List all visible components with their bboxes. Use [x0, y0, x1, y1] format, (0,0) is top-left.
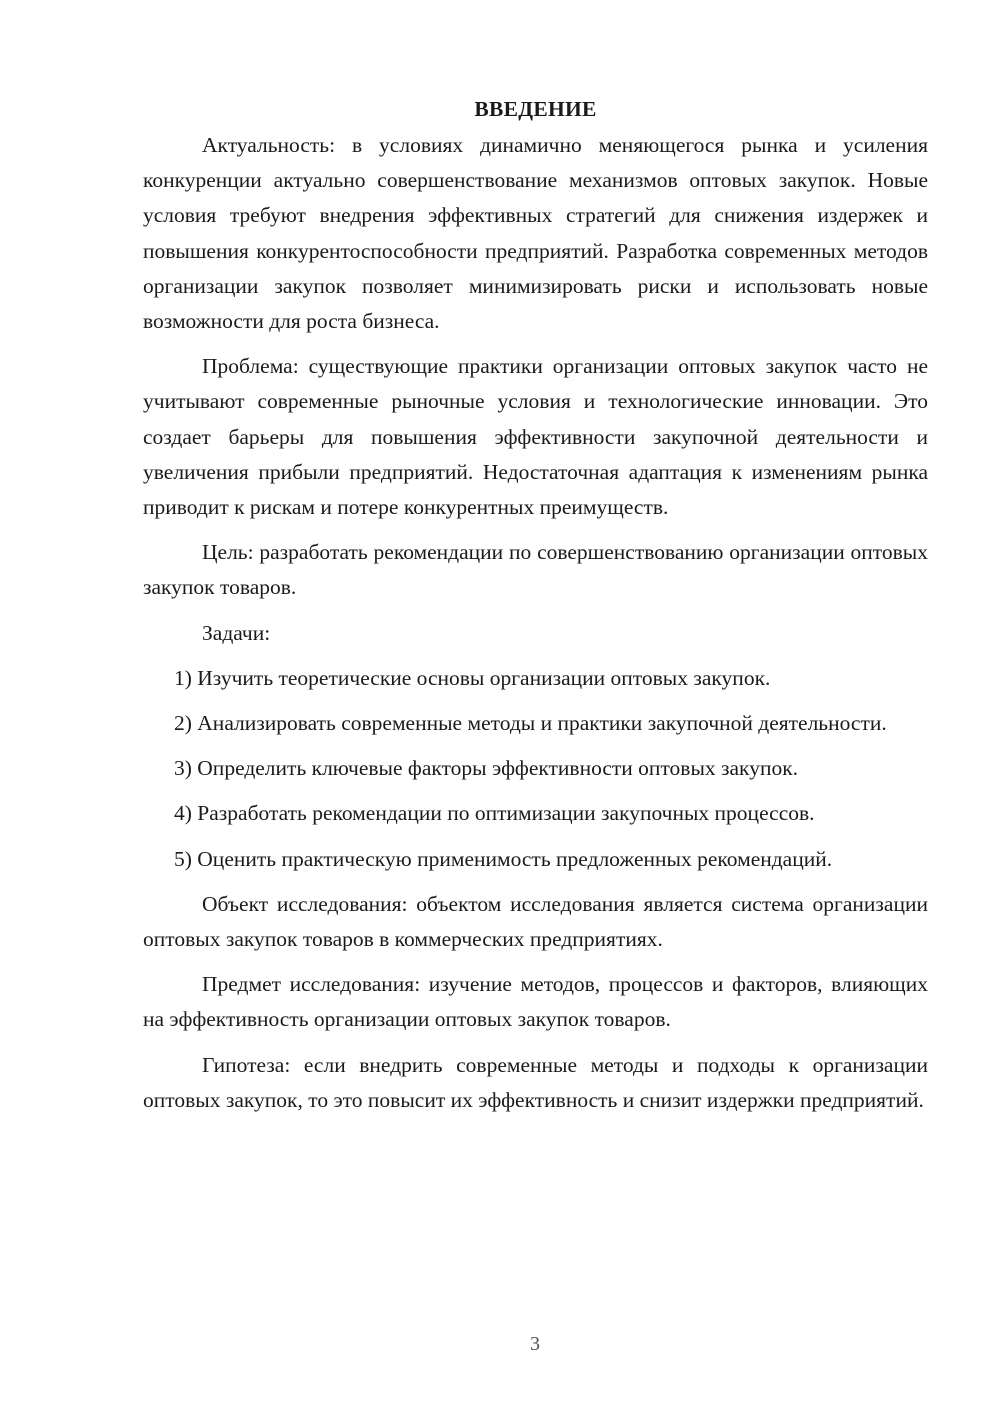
- paragraph-hypothesis: Гипотеза: если внедрить современные методы и подходы к организации оптовых закупок, то это повысит их эффективность и снизит издержки предприятий.: [143, 1052, 928, 1112]
- task-item-3: 3) Определить ключевые факторы эффективности оптовых закупок.: [174, 756, 799, 781]
- paragraph-subject: Предмет исследования: изучение методов, процессов и факторов, влияющих на эффективность организации оптовых закупок товаров.: [143, 972, 928, 1032]
- task-item-2: 2) Анализировать современные методы и практики закупочной деятельности.: [174, 711, 887, 736]
- task-item-5: 5) Оценить практическую применимость предложенных рекомендаций.: [174, 846, 833, 871]
- paragraph-object: Объект исследования: объектом исследования является система организации оптовых закупок товаров в коммерческих предприятиях.: [143, 891, 928, 952]
- page-number: 3: [530, 1333, 540, 1355]
- task-item-1: 1) Изучить теоретические основы организации оптовых закупок.: [174, 665, 771, 690]
- task-item-4: 4) Разработать рекомендации по оптимизации закупочных процессов.: [174, 801, 815, 826]
- paragraph-relevance: Актуальность: в условиях динамично меняющегося рынка и усиления конкуренции актуально совершенствование механизмов оптовых закупок. Новые условия требуют внедрения эффективных стратегий для снижения издержек и повышения конкурентоспособности предприятий. Разработка современных методов организации закупок позволяет минимизировать риски и использовать новые возможности для роста бизнеса.: [143, 133, 928, 334]
- document-page: [143, 92, 928, 1128]
- paragraph-problem: Проблема: существующие практики организации оптовых закупок часто не учитывают современные рыночные условия и технологические инновации. Это создает барьеры для повышения эффективности закупочной деятельности и увеличения прибыли предприятий. Недостаточная адаптация к изменениям рынка приводит к рискам и потере конкурентных преимуществ.: [143, 354, 928, 520]
- paragraph-goal: Цель: разработать рекомендации по совершенствованию организации оптовых закупок товаров.: [143, 540, 928, 600]
- section-title: ВВЕДЕНИЕ: [474, 97, 597, 121]
- paragraph-tasks-heading: Задачи:: [202, 620, 271, 645]
